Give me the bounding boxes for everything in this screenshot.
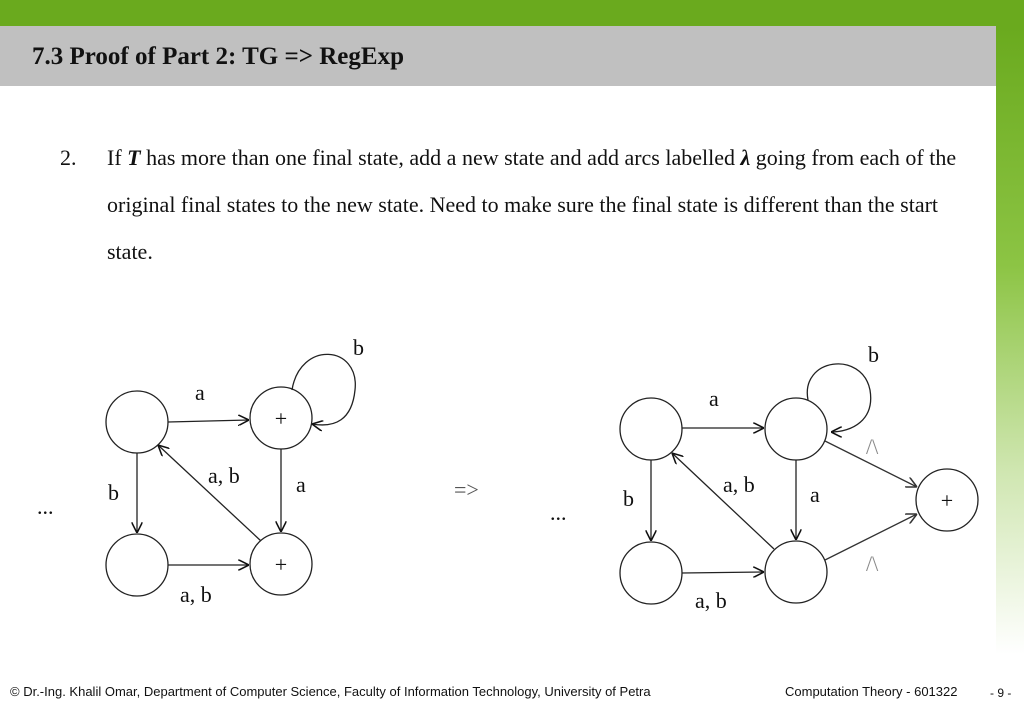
point-text-end: going from each of the original final states to the new state. Need to make sure the final state is different than the start state. (107, 145, 957, 264)
right-ellipsis: ... (550, 500, 567, 525)
point-text-middle: has more than one final state, add a new state and add arcs labelled (140, 145, 741, 170)
right-arc-ab-bottom (682, 572, 764, 573)
left-final-mark-bottom: + (274, 552, 288, 577)
footer-copyright: © Dr.-Ing. Khalil Omar, Department of Computer Science, Faculty of Information Technology, University of Petra (10, 684, 651, 699)
bullet-point (60, 134, 970, 275)
left-arc-ab-diagonal (158, 445, 261, 541)
page-number: - 9 - (990, 686, 1012, 700)
right-final-mark: + (940, 488, 954, 513)
left-label-a-right: a (296, 472, 306, 497)
right-graph (620, 364, 978, 604)
right-accent-bar (996, 26, 1024, 709)
title-band (0, 26, 996, 86)
right-label-a-top: a (709, 386, 719, 411)
right-state-top (765, 398, 827, 460)
left-label-ab-bottom: a, b (180, 582, 212, 607)
left-label-a-top: a (195, 380, 205, 405)
right-label-ab-diag: a, b (723, 472, 755, 497)
slide-title: 7.3 Proof of Part 2: TG => RegExp (32, 43, 404, 70)
right-arc-ab-diagonal (672, 453, 774, 549)
point-text (107, 134, 970, 275)
footer-course: Computation Theory - 601322 (785, 684, 958, 699)
transition-graph-diagram (0, 320, 1000, 630)
right-label-b-loop: b (868, 342, 879, 367)
transform-arrow: => (454, 477, 479, 502)
point-number: 2. (60, 145, 77, 170)
top-accent-bar (0, 0, 1024, 26)
left-final-mark-top: + (274, 406, 288, 431)
left-state-bottom (106, 534, 168, 596)
right-state-bottom (620, 542, 682, 604)
right-label-ab-bottom: a, b (695, 588, 727, 613)
left-label-ab-diag: a, b (208, 463, 240, 488)
left-ellipsis: ... (37, 494, 54, 519)
left-label-b-loop: b (353, 335, 364, 360)
point-text-start: If (107, 145, 128, 170)
right-loop-b (807, 364, 870, 432)
symbol-lambda: λ (740, 145, 751, 170)
left-arc-a-top (168, 420, 249, 422)
left-state-start (106, 391, 168, 453)
left-label-b-left: b (108, 480, 119, 505)
right-state-start (620, 398, 682, 460)
right-label-b-left: b (623, 486, 634, 511)
right-label-lambda-lower: /\ (866, 551, 879, 576)
symbol-T: T (127, 145, 141, 170)
right-state-bottom-right (765, 541, 827, 603)
right-label-lambda-upper: /\ (866, 434, 879, 459)
right-label-a-right: a (810, 482, 820, 507)
left-loop-b (292, 354, 355, 425)
